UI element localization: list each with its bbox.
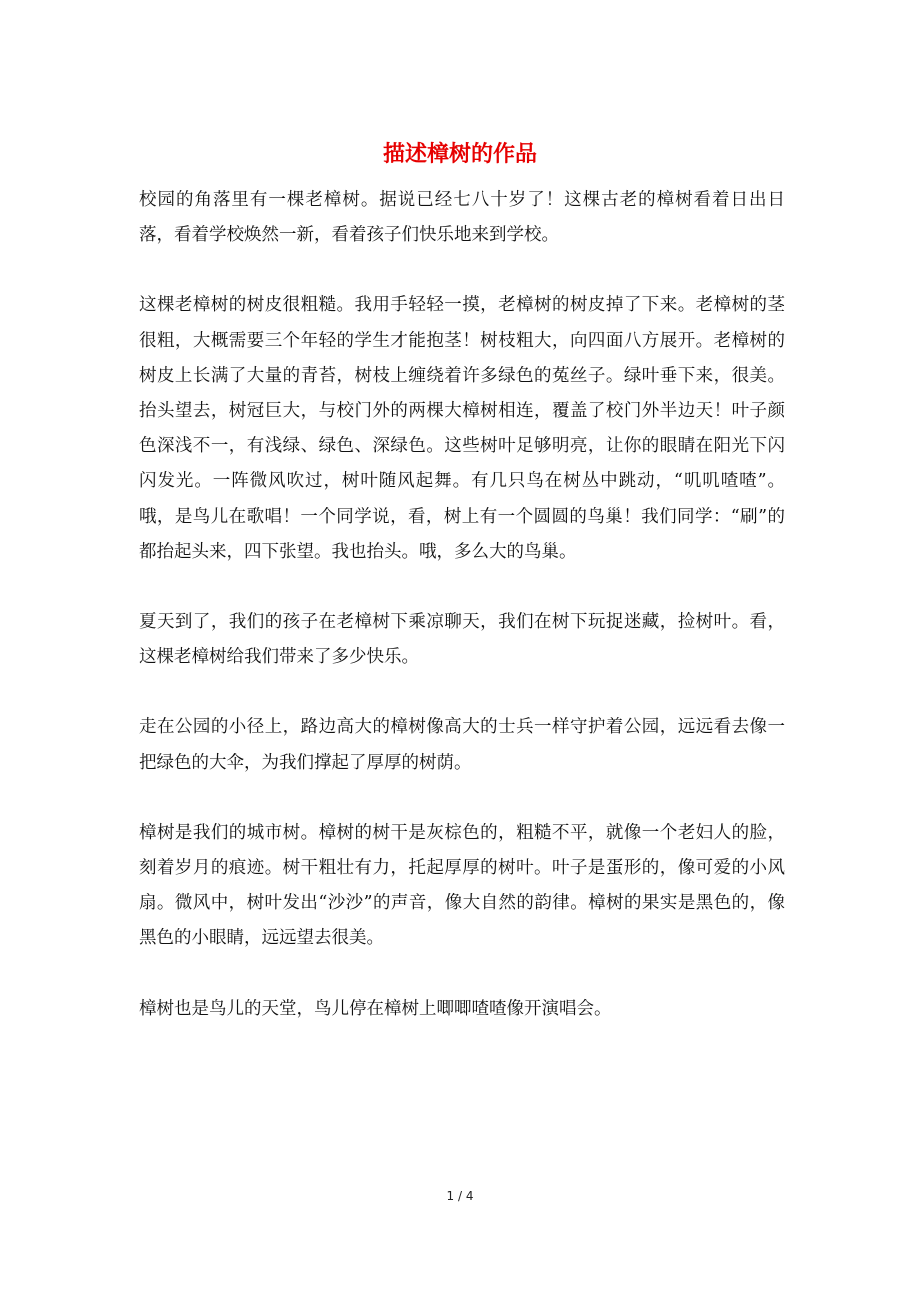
document-title: 描述樟树的作品 [382,142,537,167]
paragraph: 樟树也是鸟儿的天堂，鸟儿停在樟树上唧唧喳喳像开演唱会。 [139,998,612,1019]
page-number: 1 / 4 [446,1189,474,1203]
paragraph: 走在公园的小径上，路边高大的樟树像高大的士兵一样守护着公园，远远看去像一把绿色的大伞，为我们撑起了厚厚的树荫。 [139,717,785,773]
paragraph: 校园的角落里有一棵老樟树。据说已经七八十岁了！这棵古老的樟树看着日出日落，看着学校焕然一新，看着孩子们快乐地来到学校。 [139,190,785,246]
paragraph: 这棵老樟树的树皮很粗糙。我用手轻轻一摸，老樟树的树皮掉了下来。老樟树的茎很粗，大概需要三个年轻的学生才能抱茎！树枝粗大，向四面八方展开。老樟树的树皮上长满了大量的青苔，树枝上缠绕着许多绿色的菟丝子。绿叶垂下来，很美。抬头望去，树冠巨大，与校门外的两棵大樟树相连，覆盖了校门外半边天！叶子颜色深浅不一，有浅绿、绿色、深绿色。这些树叶足够明亮，让你的眼睛在阳光下闪闪发光。一阵微风吹过，树叶随风起舞。有几只鸟在树丛中跳动，“叽叽喳喳”。哦，是鸟儿在歌唱！一个同学说，看，树上有一个圆圆的鸟巢！我们同学：“刷”的都抬起头来，四下张望。我也抬头。哦，多么大的鸟巢。 [139,295,785,562]
paragraph: 夏天到了，我们的孩子在老樟树下乘凉聊天，我们在树下玩捉迷藏，捡树叶。看，这棵老樟树给我们带来了多少快乐。 [139,612,785,668]
document-body [139,183,785,1027]
paragraph: 樟树是我们的城市树。樟树的树干是灰棕色的，粗糙不平，就像一个老妇人的脸，刻着岁月的痕迹。树干粗壮有力，托起厚厚的树叶。叶子是蛋形的，像可爱的小风扇。微风中，树叶发出“沙沙”的声音，像大自然的韵律。樟树的果实是黑色的，像黑色的小眼睛，远远望去很美。 [139,822,785,949]
